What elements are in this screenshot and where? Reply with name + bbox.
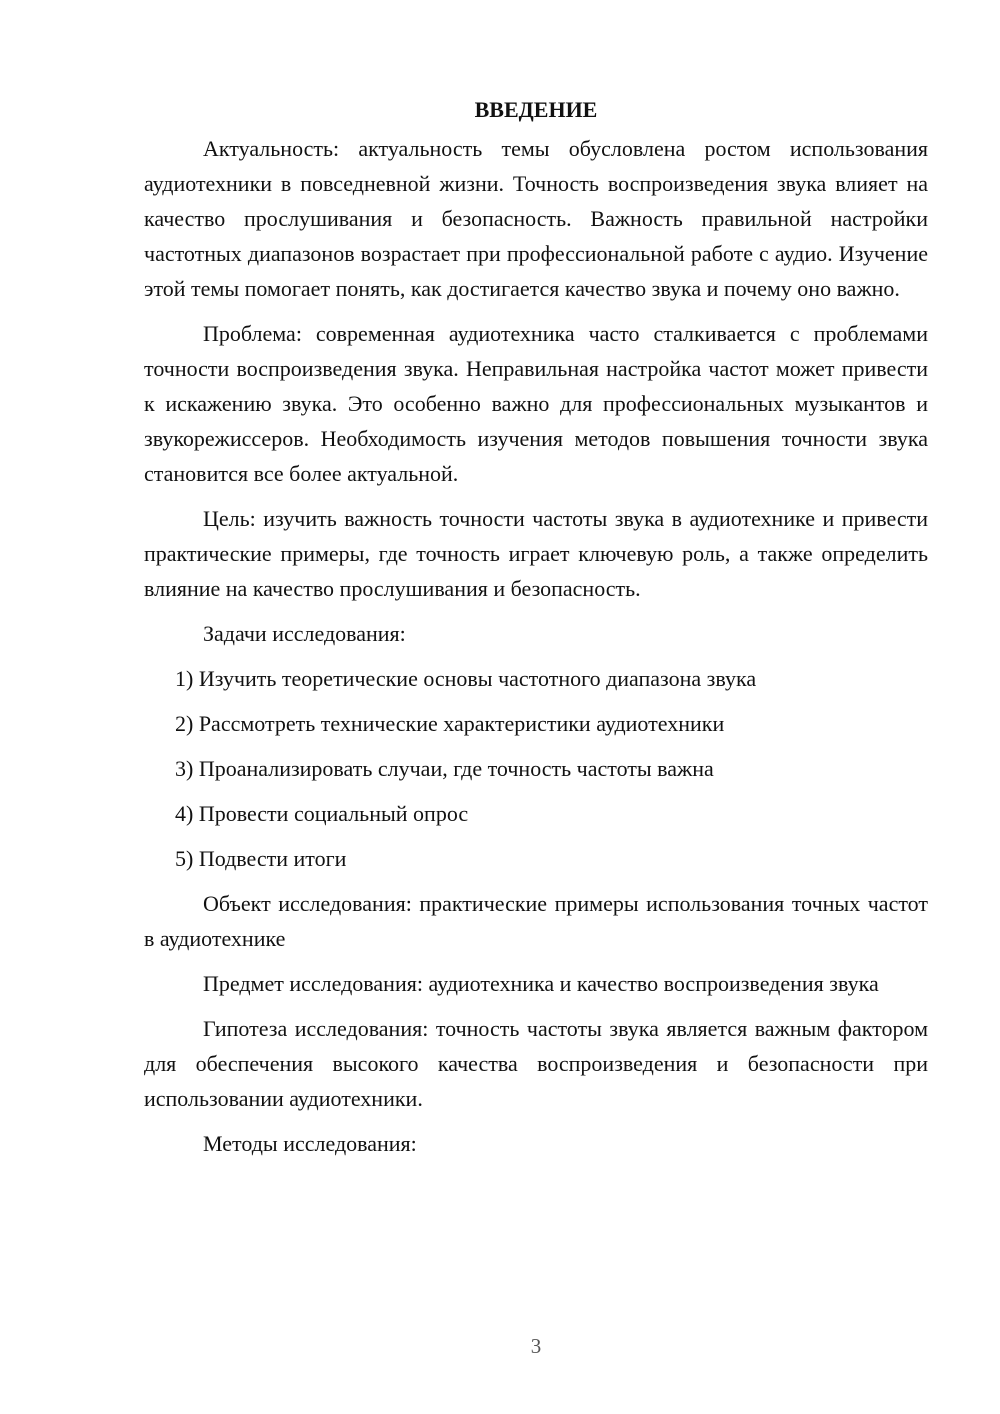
page-number: 3: [530, 1334, 542, 1358]
tasks-heading: Задачи исследования:: [203, 621, 406, 646]
paragraph-goal: Цель: изучить важность точности частоты звука в аудиотехнике и привести практические примеры, где точность играет ключевую роль, а также определить влияние на качество прослушивания и безопасность.: [144, 506, 928, 601]
document-page: [144, 92, 928, 1161]
paragraph-subject: Предмет исследования: аудиотехника и качество воспроизведения звука: [203, 971, 879, 996]
paragraph-object: Объект исследования: практические примеры использования точных частот в аудиотехнике: [144, 891, 928, 951]
page-title: ВВЕДЕНИЕ: [474, 97, 598, 122]
paragraph-problem: Проблема: современная аудиотехника часто сталкивается с проблемами точности воспроизведения звука. Неправильная настройка частот может привести к искажению звука. Это особенно важно для профессиональных музыкантов и звукорежиссеров. Необходимость изучения методов повышения точности звука становится все более актуальной.: [144, 321, 928, 486]
task-item-5: 5) Подвести итоги: [175, 846, 347, 871]
task-item-2: 2) Рассмотреть технические характеристики аудиотехники: [175, 711, 725, 736]
task-item-4: 4) Провести социальный опрос: [175, 801, 469, 826]
paragraph-relevance: Актуальность: актуальность темы обусловлена ростом использования аудиотехники в повседневной жизни. Точность воспроизведения звука влияет на качество прослушивания и безопасность. Важность правильной настройки частотных диапазонов возрастает при профессиональной работе с аудио. Изучение этой темы помогает понять, как достигается качество звука и почему оно важно.: [144, 136, 928, 301]
paragraph-hypothesis: Гипотеза исследования: точность частоты звука является важным фактором для обеспечения высокого качества воспроизведения и безопасности при использовании аудиотехники.: [144, 1016, 928, 1111]
task-item-1: 1) Изучить теоретические основы частотного диапазона звука: [175, 666, 757, 691]
methods-heading: Методы исследования:: [203, 1131, 417, 1156]
task-item-3: 3) Проанализировать случаи, где точность частоты важна: [175, 756, 714, 781]
